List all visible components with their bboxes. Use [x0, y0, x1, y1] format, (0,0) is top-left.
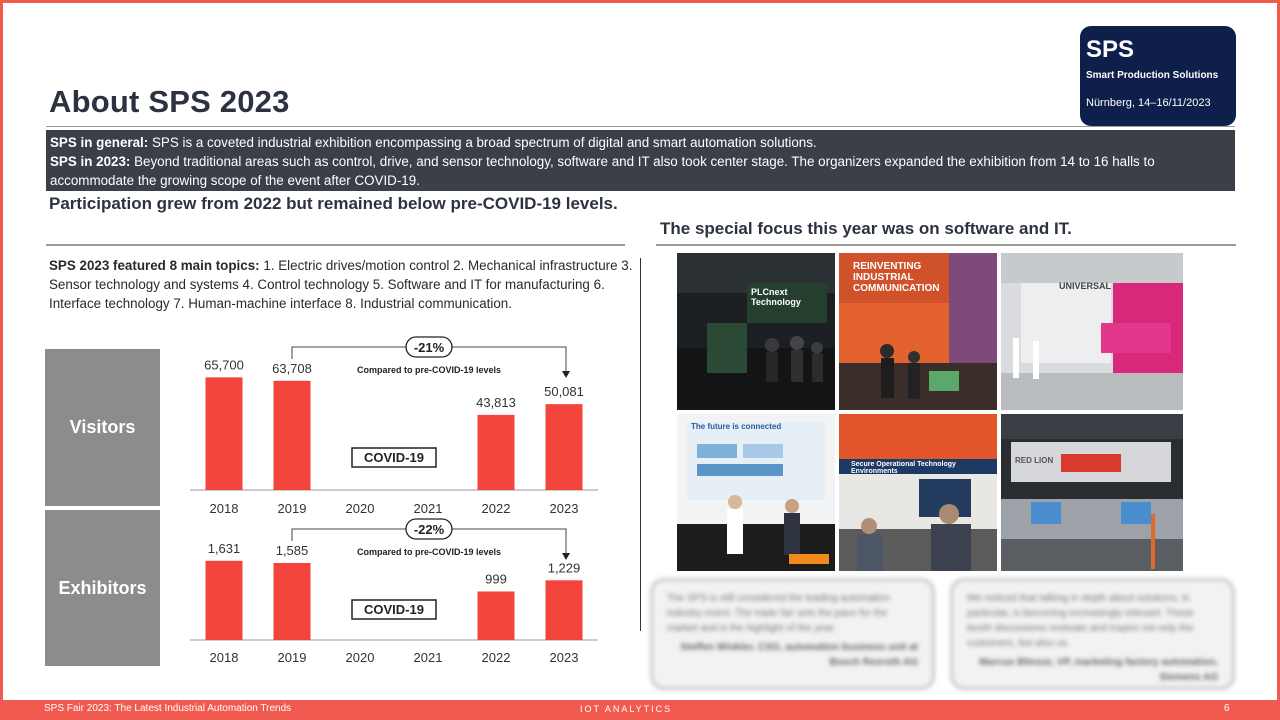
quote-card-2	[950, 578, 1235, 690]
quote-2-text: We noticed that talking in depth about solutions, in particular, is becoming increasingly relevant. These booth discussions motivate and inspire not only the customers, but also us.	[967, 593, 1194, 649]
bar	[546, 580, 583, 640]
footer-logo-text: IOT ANALYTICS	[580, 704, 673, 714]
intro-2023-text: Beyond traditional areas such as control, drive, and sensor technology, software and IT also took center stage. The organizers expanded the exhibition from 14 to 16 halls to accommodate the growing scope of the event after COVID-19.	[50, 154, 1155, 188]
x-tick-label: 2019	[277, 650, 307, 665]
secure-ot-booth-photo	[839, 414, 997, 571]
exhibitors-label-box	[45, 510, 160, 666]
topics-list: 1. Electric drives/motion control 2. Mechanical infrastructure 3. Sensor technology and systems 4. Control technology 5. Software and IT for manufacturing 6. Interface technology 7. Human-machine interface 8. Industrial communication.	[49, 258, 633, 311]
change-note: Compared to pre-COVID-19 levels	[356, 365, 502, 375]
universal-robots-booth-photo	[1001, 253, 1183, 410]
bar	[478, 415, 515, 490]
weidmuller-photo-label: The future is connected	[691, 422, 782, 431]
photo-grid	[677, 253, 1207, 571]
data-label: 999	[485, 571, 507, 587]
badge-subtitle: Smart Production Solutions	[1086, 70, 1219, 81]
x-tick-label: 2023	[549, 650, 579, 665]
bar	[478, 591, 515, 640]
bar	[274, 381, 311, 490]
intro-2023-label: SPS in 2023:	[50, 154, 131, 169]
universal-photo-label: UNIVERSAL	[1059, 281, 1112, 291]
industrial-communication-photo-label: REINVENTING INDUSTRIAL COMMUNICATION	[853, 261, 940, 294]
event-badge	[1080, 26, 1236, 126]
exhibitors-label: Exhibitors	[58, 577, 147, 598]
x-tick-label: 2018	[209, 650, 239, 665]
redlion-booth-photo	[1001, 414, 1183, 571]
left-heading-divider	[46, 244, 625, 246]
plcnext-booth-image	[677, 253, 835, 410]
x-tick-label: 2020	[345, 501, 375, 516]
visitors-bar-chart	[160, 330, 600, 520]
covid-gap-label: COVID-19	[364, 602, 424, 617]
change-arrowhead	[562, 553, 570, 560]
data-label: 43,813	[476, 394, 516, 410]
change-percent: -22%	[413, 522, 445, 537]
quote-1-author: Steffen Winkler, CSO, automation business unit at Bosch Rexroth AG	[680, 642, 918, 668]
footer-bar	[0, 700, 1280, 720]
plcnext-booth-photo	[677, 253, 835, 410]
title-divider	[46, 126, 1235, 127]
topics-text	[49, 256, 634, 313]
redlion-booth-image	[1001, 414, 1183, 571]
badge-location: Nürnberg, 14–16/11/2023	[1086, 97, 1211, 109]
data-label: 1,229	[547, 560, 581, 576]
x-tick-label: 2023	[549, 501, 579, 516]
secure-ot-photo-label: Secure Operational Technology Environments	[851, 461, 956, 475]
x-tick-label: 2019	[277, 501, 307, 516]
change-note: Compared to pre-COVID-19 levels	[356, 547, 502, 557]
bar	[546, 404, 583, 490]
footer-title: SPS Fair 2023: The Latest Industrial Automation Trends	[44, 703, 292, 714]
intro-general	[50, 133, 1231, 152]
change-percent: -21%	[413, 340, 445, 355]
x-tick-label: 2022	[481, 650, 511, 665]
column-divider	[640, 258, 641, 631]
bar	[274, 563, 311, 640]
intro-2023	[50, 152, 1231, 190]
quote-card-1	[650, 578, 935, 690]
page-number: 6	[1224, 703, 1230, 714]
quote-2-author: Marcus Bliesze, VP, marketing factory automation, Siemens AG	[979, 657, 1218, 683]
data-label: 63,708	[272, 360, 312, 376]
data-label: 1,631	[207, 540, 241, 556]
weidmuller-presentation-photo	[677, 414, 835, 571]
covid-gap-label: COVID-19	[364, 450, 424, 465]
intro-general-label: SPS in general:	[50, 135, 149, 150]
page-title: About SPS 2023	[49, 84, 290, 119]
participation-heading: Participation grew from 2022 but remained below pre-COVID-19 levels.	[49, 194, 618, 213]
universal-robots-image	[1001, 253, 1183, 410]
focus-heading: The special focus this year was on software and IT.	[660, 219, 1072, 238]
data-label: 65,700	[204, 357, 244, 373]
secure-ot-image	[839, 414, 997, 571]
quote-1-text: The SPS is still considered the leading automation industry event. The trade fair sets the pace for the market and is the highlight of the year.	[667, 593, 890, 634]
x-tick-label: 2021	[413, 501, 443, 516]
data-label: 50,081	[544, 384, 584, 400]
visitors-label-box	[45, 349, 160, 506]
data-label: 1,585	[275, 543, 309, 559]
change-arrowhead	[562, 371, 570, 378]
x-tick-label: 2018	[209, 501, 239, 516]
reinventing-industrial-communication-photo	[839, 253, 997, 410]
bar	[206, 561, 243, 640]
visitors-label: Visitors	[69, 417, 136, 437]
x-tick-label: 2022	[481, 501, 511, 516]
intro-general-text: SPS is a coveted industrial exhibition encompassing a broad spectrum of digital and smart automation solutions.	[148, 135, 817, 150]
x-tick-label: 2021	[413, 650, 443, 665]
topics-label: SPS 2023 featured 8 main topics:	[49, 258, 260, 273]
redlion-photo-label: RED LION	[1015, 456, 1054, 465]
badge-name: SPS	[1086, 36, 1135, 63]
weidmuller-presentation-image	[677, 414, 835, 571]
plcnext-photo-label: PLCnext Technology	[751, 287, 801, 307]
intro-box	[46, 130, 1235, 191]
x-tick-label: 2020	[345, 650, 375, 665]
right-heading-divider	[656, 244, 1236, 246]
exhibitors-bar-chart	[160, 512, 600, 672]
bar	[206, 377, 243, 490]
